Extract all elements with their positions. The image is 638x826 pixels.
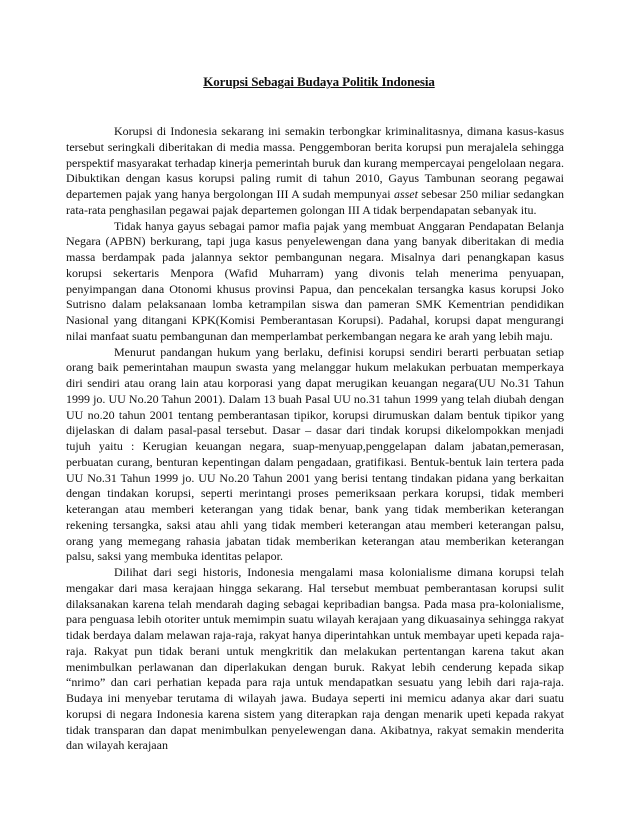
paragraph-2: Tidak hanya gayus sebagai pamor mafia pajak yang membuat Anggaran Pendapatan Belanja Negara (APBN) berkurang, tapi juga kasus penyelewengan dana yang banyak diberitakan di media massa berdampak pada jalannya sektor pembangunan negara. Misalnya dari penangkapan kasus korupsi sekertaris Menpora (Wafid Muharram) yang divonis telah menerima penyuapan, penyimpangan dana Otonomi khusus provinsi Papua, dan pencekalan tersangka kasus korupsi Joko Sutrisno dalam pelaksanaan lomba ketrampilan siswa dan pameran SMK Kementrian pendidikan Nasional yang ditangani KPK(Komisi Pemberantasan Korupsi). Padahal, korupsi dapat mengurangi nilai manfaat suatu pembangunan dan memperlambat perkembangan negara ke arah yang lebih maju. (66, 218, 564, 343)
document-title: Korupsi Sebagai Budaya Politik Indonesia (203, 74, 435, 89)
paragraph-1: Korupsi di Indonesia sekarang ini semakin terbongkar kriminalitasnya, dimana kasus-kasus tersebut seringkali diberitakan di media massa. Penggemboran berita korupsi pun merajalela sehingga perspektif masyarakat terhadap kinerja pemerintah buruk dan kurang mempercayai pengelolaan negara. Dibuktikan dengan kasus korupsi paling rumit di tahun 2010, Gayus Tambunan seorang pegawai departemen pajak yang hanya bergolongan III A sudah mempunyai asset sebesar 250 miliar sedangkan rata-rata penghasilan pegawai pajak departemen golongan III A tidak berpendapatan sebanyak itu. (66, 124, 565, 217)
paragraph-4: Dilihat dari segi historis, Indonesia mengalami masa kolonialisme dimana korupsi telah mengakar dari masa kerajaan hingga sekarang. Hal tersebut membuat pemberantasan korupsi sulit dilaksanakan karena telah mendarah daging sebagai kepribadian bangsa. Pada masa pra-kolonialisme, para penguasa lebih otoriter untuk memimpin suatu wilayah kerajaan yang dikuasainya sehingga rakyat tidak berdaya dalam melawan raja-raja, rakyat hanya diperintahkan untuk membayar upeti kepada raja-raja. Rakyat pun tidak berani untuk mengkritik dan melakukan pertentangan karena takut akan menimbulkan perlawanan dan diperlakukan dengan buruk. Rakyat lebih cenderung kepada sikap “nrimo” dan cari perhatian kepada para raja untuk mendapatkan sesuatu yang lebih dari raja-raja. Budaya ini menyebar terutama di wilayah jawa. Budaya seperti ini memicu adanya akar dari suatu korupsi di negara Indonesia karena sistem yang diterapkan raja dengan menarik upeti kepada rakyat tidak transparan dan dapat menimbulkan penyelewengan dana. Akibatnya, rakyat semakin menderita dan wilayah kerajaan (66, 565, 564, 753)
italic-term: asset (393, 187, 418, 201)
paragraph-3: Menurut pandangan hukum yang berlaku, definisi korupsi sendiri berarti perbuatan setiap orang baik pemerintahan maupun swasta yang melanggar hukum melakukan perbuatan memperkaya diri sendiri atau orang lain atau korporasi yang dapat merugikan keuangan negara(UU No.31 Tahun 1999 jo. UU No.20 Tahun 2001). Dalam 13 buah Pasal UU no.31 tahun 1999 yang telah diubah dengan UU no.20 tahun 2001 tentang pemberantasan tipikor, korupsi dirumuskan dalam bentuk tipikor yang dijelaskan di dalam pasal-pasal tersebut. Dasar – dasar dari tindak korupsi dikelompokkan menjadi tujuh yaitu : Kerugian keuangan negara, suap-menyuap,penggelapan dalam jabatan,pemerasan, perbuatan curang, benturan kepentingan dalam pengadaan, gratifikasi. Bentuk-bentuk lain tertera pada UU No.31 Tahun 1999 jo. UU No.20 Tahun 2001 yang berisi tentang tindakan pidana yang berkaitan dengan tindakan korupsi, seperti merintangi proses pemeriksaan perkara korupsi, tidak memberi keterangan atau memberi keterangan yang tidak benar, bank yang tidak memberikan keterangan rekening tersangka, saksi atau ahli yang tidak memberi keterangan atau memberi keterangan palsu, orang yang memegang rahasia jabatan tidak memberikan keterangan atau memberikan keterangan palsu, saksi yang membuka identitas pelapor. (66, 344, 564, 564)
document-body (66, 124, 564, 754)
